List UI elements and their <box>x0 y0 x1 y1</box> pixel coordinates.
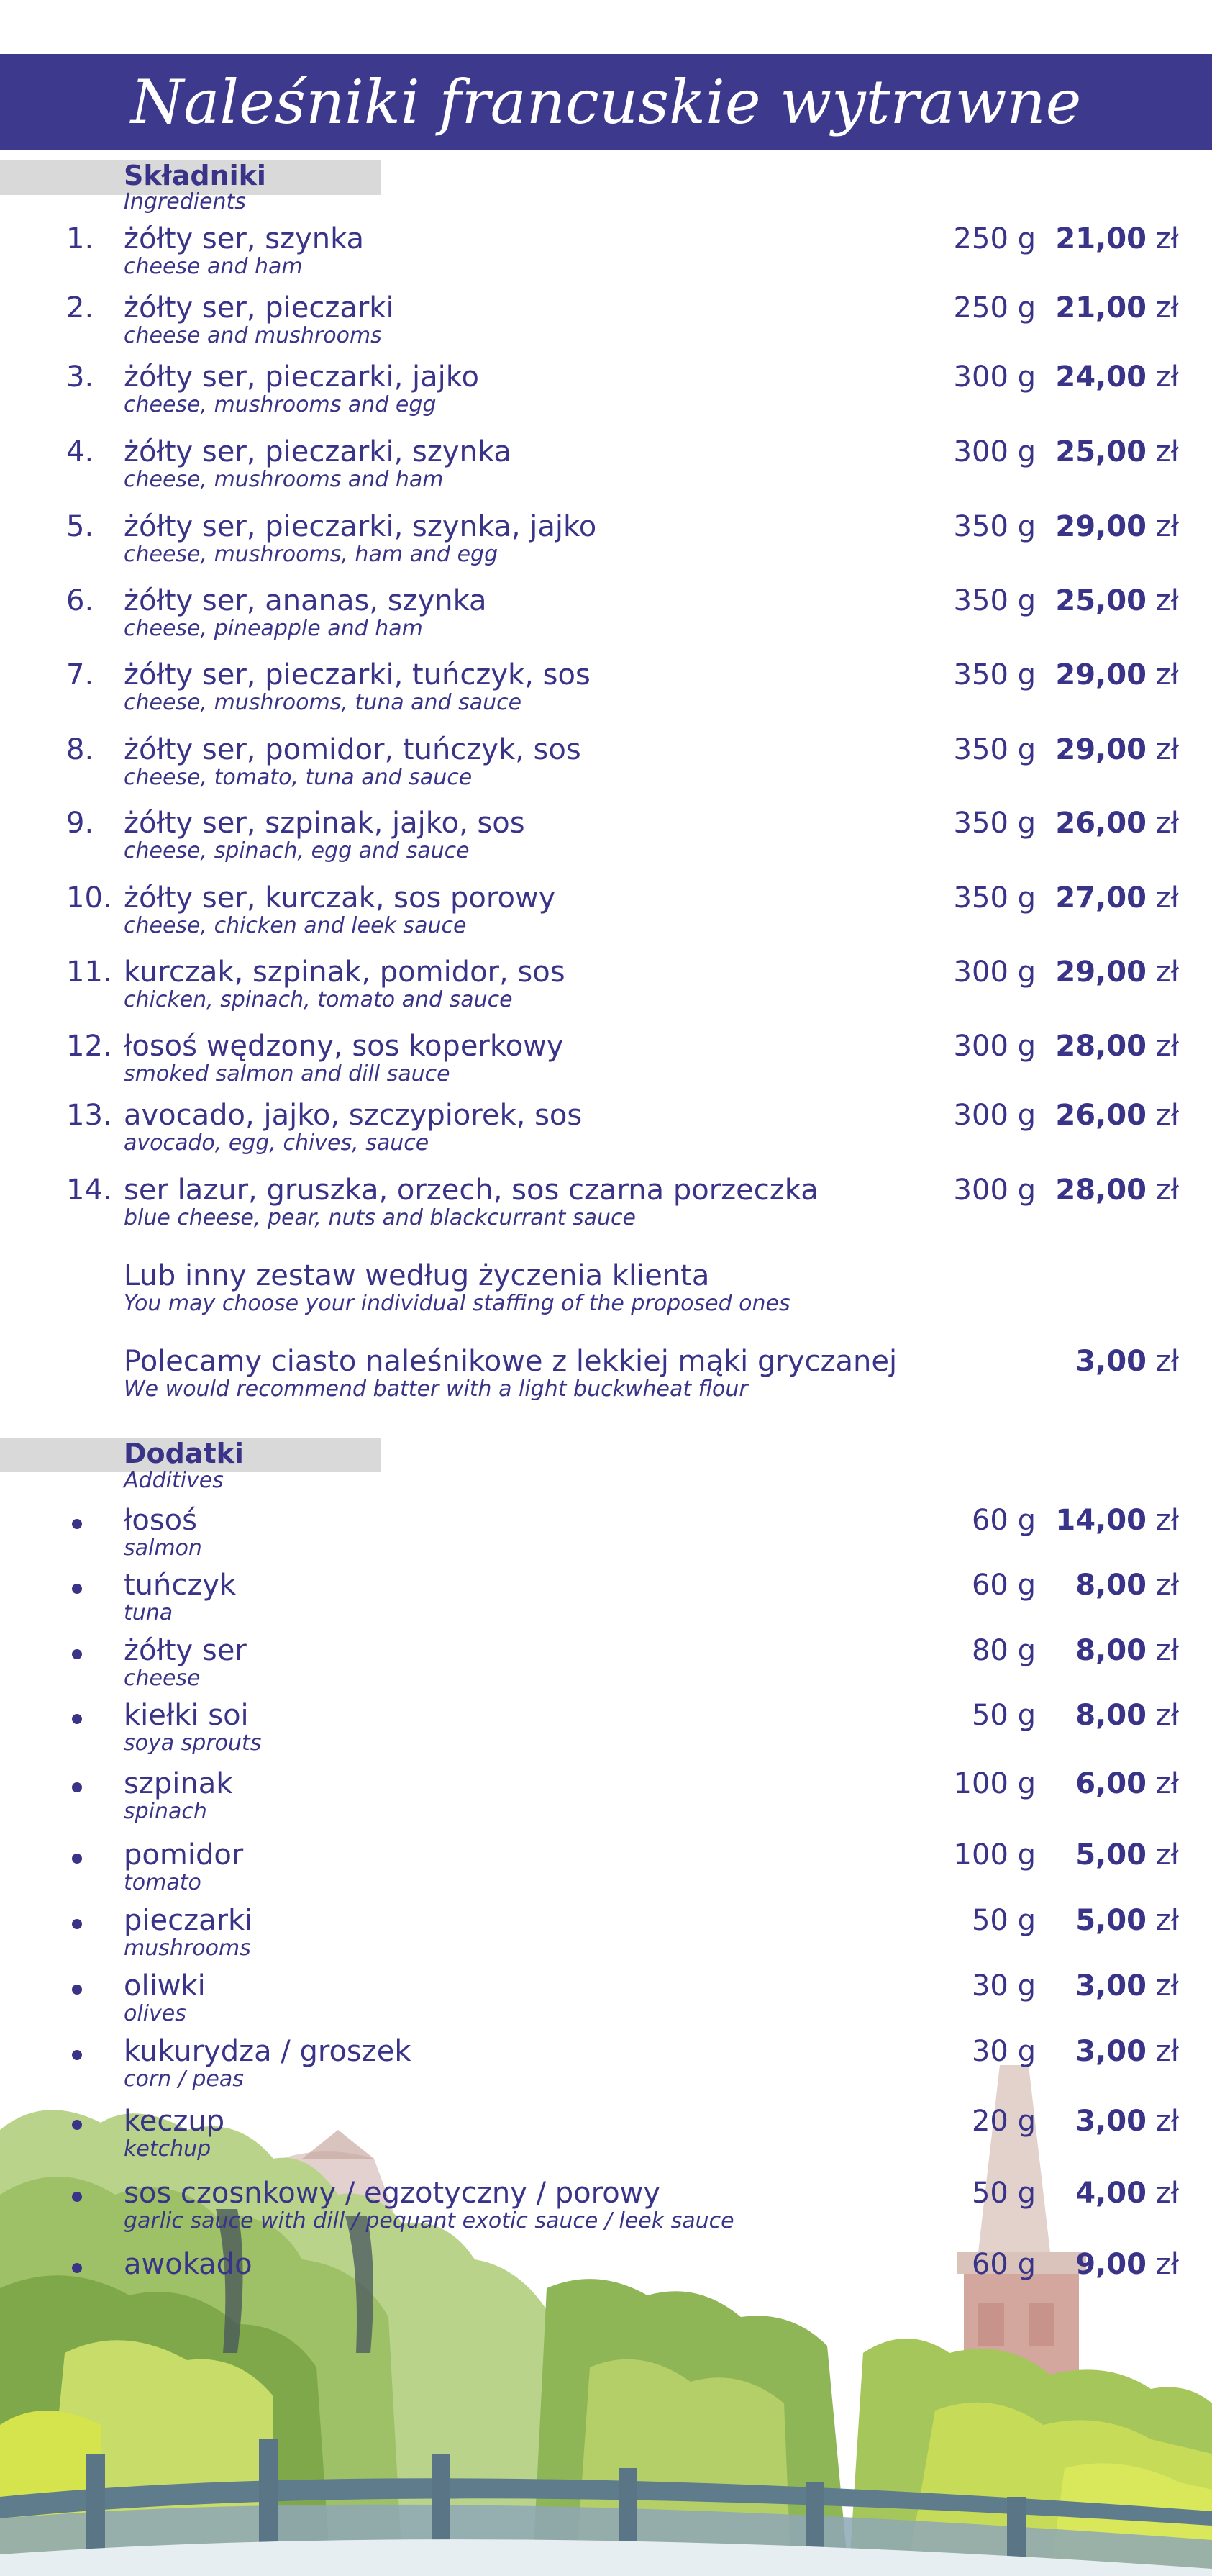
item-weight: 350 g <box>953 733 1036 766</box>
item-number: 13. <box>66 1099 112 1132</box>
menu-item-row <box>0 222 1212 296</box>
additive-row <box>0 1838 1212 1913</box>
currency-label: zł <box>1155 807 1179 840</box>
currency-label: zł <box>1155 510 1179 543</box>
item-translation: cheese, tomato, tuna and sauce <box>124 765 473 790</box>
item-name: żółty ser, pieczarki, jajko <box>124 360 479 394</box>
menu-item-row <box>0 1101 1212 1173</box>
price-value: 21,00 <box>1055 222 1147 255</box>
item-price <box>1055 881 1179 915</box>
item-translation: cheese, spinach, egg and sauce <box>124 838 470 863</box>
price-value: 28,00 <box>1055 1030 1147 1063</box>
item-number: 3. <box>66 360 94 394</box>
bullet-icon <box>72 2050 82 2060</box>
menu-item-row <box>0 809 1212 881</box>
item-number: 10. <box>66 881 112 915</box>
item-number: 4. <box>66 435 94 468</box>
item-number: 6. <box>66 584 94 617</box>
item-number: 14. <box>66 1174 112 1207</box>
additive-row <box>0 1701 1212 1773</box>
item-price <box>1075 2179 1179 2208</box>
menu-item-row <box>0 1176 1212 1248</box>
additive-row <box>0 2107 1212 2179</box>
item-weight: 60 g <box>971 1569 1036 1602</box>
currency-label: zł <box>1155 1634 1179 1667</box>
item-weight: 60 g <box>971 1504 1036 1537</box>
custom-set-text: Lub inny zestaw według życzenia klienta <box>124 1259 710 1292</box>
currency-label: zł <box>1155 435 1179 468</box>
menu-item-row <box>0 881 1212 956</box>
additive-row <box>0 1506 1212 1578</box>
custom-set-translation: You may choose your individual staffing of the proposed ones <box>124 1291 790 1316</box>
item-price <box>1055 512 1179 541</box>
additive-row <box>0 1906 1212 1978</box>
item-translation: cheese, mushrooms and egg <box>124 392 437 417</box>
item-name: łosoś wędzony, sos koperkowy <box>124 1030 564 1063</box>
currency-label: zł <box>1155 658 1179 691</box>
menu-item-row <box>0 1032 1212 1104</box>
item-price <box>1075 1906 1179 1935</box>
currency-label: zł <box>1155 2248 1179 2281</box>
currency-label: zł <box>1155 584 1179 617</box>
item-translation: cheese, mushrooms, ham and egg <box>124 542 498 567</box>
item-weight: 350 g <box>953 658 1036 691</box>
item-name: oliwki <box>124 1969 206 2003</box>
menu-item-row <box>0 512 1212 584</box>
price-value: 29,00 <box>1055 733 1147 766</box>
item-translation: ketchup <box>124 2136 211 2162</box>
item-weight: 30 g <box>971 2035 1036 2068</box>
item-name: ser lazur, gruszka, orzech, sos czarna porzeczka <box>124 1174 819 1207</box>
price-value: 25,00 <box>1055 584 1147 617</box>
additive-row <box>0 2037 1212 2109</box>
item-weight: 300 g <box>953 1030 1036 1063</box>
price-value: 26,00 <box>1055 807 1147 840</box>
item-weight: 250 g <box>953 222 1036 255</box>
menu-item-row <box>0 291 1212 366</box>
item-translation: cheese <box>124 1666 201 1691</box>
item-number: 7. <box>66 658 94 691</box>
menu-item-row <box>0 658 1212 733</box>
item-translation: tuna <box>124 1600 173 1625</box>
currency-label: zł <box>1155 2105 1179 2138</box>
item-weight: 100 g <box>953 1767 1036 1800</box>
currency-label: zł <box>1155 1699 1179 1732</box>
item-translation: cheese, chicken and leek sauce <box>124 913 467 938</box>
item-number: 8. <box>66 733 94 766</box>
item-price <box>1075 1701 1179 1730</box>
price-value: 26,00 <box>1055 1099 1147 1132</box>
item-number: 12. <box>66 1030 112 1063</box>
item-weight: 50 g <box>971 1699 1036 1732</box>
bullet-icon <box>72 2192 82 2202</box>
item-price <box>1075 1636 1179 1665</box>
item-name: szpinak <box>124 1767 233 1800</box>
item-translation: spinach <box>124 1799 207 1824</box>
item-name: żółty ser, pieczarki, szynka, jajko <box>124 510 597 543</box>
price-value: 29,00 <box>1055 956 1147 989</box>
bullet-icon <box>72 2263 82 2273</box>
currency-label: zł <box>1155 1969 1179 2003</box>
currency-label: zł <box>1155 956 1179 989</box>
item-weight: 300 g <box>953 360 1036 394</box>
item-translation: olives <box>124 2001 186 2026</box>
bullet-icon <box>72 1649 82 1659</box>
item-weight: 300 g <box>953 435 1036 468</box>
currency-label: zł <box>1155 1569 1179 1602</box>
item-translation: smoked salmon and dill sauce <box>124 1061 450 1087</box>
currency-label: zł <box>1155 1838 1179 1872</box>
item-translation: cheese, pineapple and ham <box>124 616 423 641</box>
item-price <box>1055 360 1179 394</box>
buckwheat-text: Polecamy ciasto naleśnikowe z lekkiej mąki gryczanej <box>124 1345 898 1378</box>
price-value: 8,00 <box>1075 1634 1147 1667</box>
item-name: żółty ser, pieczarki, tuńczyk, sos <box>124 658 591 691</box>
item-price <box>1055 1032 1179 1061</box>
item-name: żółty ser, szynka <box>124 222 365 255</box>
item-number: 2. <box>66 291 94 325</box>
item-name: awokado <box>124 2248 252 2281</box>
menu-item-row <box>0 958 1212 1030</box>
title-banner <box>0 54 1212 150</box>
price-value: 8,00 <box>1075 1569 1147 1602</box>
price-value: 3,00 <box>1075 2105 1147 2138</box>
item-name: pomidor <box>124 1838 244 1872</box>
item-weight: 250 g <box>953 291 1036 325</box>
price-value: 14,00 <box>1055 1504 1147 1537</box>
section-title-additives: Dodatki <box>124 1438 244 1469</box>
buckwheat-price: 3,00 zł <box>1075 1345 1179 1378</box>
currency-label: zł <box>1155 1030 1179 1063</box>
item-translation: cheese and ham <box>124 254 303 279</box>
bullet-icon <box>72 1985 82 1995</box>
item-price <box>1055 1101 1179 1130</box>
price-value: 25,00 <box>1055 435 1147 468</box>
item-price <box>1055 1506 1179 1535</box>
item-translation: corn / peas <box>124 2067 244 2092</box>
currency-label: zł <box>1155 1099 1179 1132</box>
item-price <box>1055 658 1179 691</box>
item-price <box>1055 291 1179 325</box>
additive-row <box>0 2179 1212 2251</box>
item-price <box>1055 1176 1179 1205</box>
item-name: kurczak, szpinak, pomidor, sos <box>124 956 565 989</box>
item-price <box>1075 1571 1179 1600</box>
item-translation: salmon <box>124 1536 202 1561</box>
additive-row <box>0 1636 1212 1708</box>
currency-label: zł <box>1155 733 1179 766</box>
item-name: żółty ser, pieczarki, szynka <box>124 435 511 468</box>
item-weight: 50 g <box>971 2177 1036 2210</box>
price-value: 28,00 <box>1055 1174 1147 1207</box>
item-weight: 30 g <box>971 1969 1036 2003</box>
item-price <box>1055 958 1179 987</box>
currency-label: zł <box>1155 1904 1179 1937</box>
item-translation: cheese, mushrooms, tuna and sauce <box>124 690 522 715</box>
currency-label: zł <box>1155 1504 1179 1537</box>
price-value: 21,00 <box>1055 291 1147 325</box>
bullet-icon <box>72 1519 82 1529</box>
item-weight: 300 g <box>953 1099 1036 1132</box>
item-name: avocado, jajko, szczypiorek, sos <box>124 1099 583 1132</box>
menu-item-row <box>0 437 1212 509</box>
item-translation: tomato <box>124 1870 201 1895</box>
price-value: 6,00 <box>1075 1767 1147 1800</box>
item-number: 11. <box>66 956 112 989</box>
item-name: kukurydza / groszek <box>124 2035 411 2068</box>
page-title: Naleśniki francuskie wytrawne <box>130 66 1082 137</box>
item-weight: 300 g <box>953 956 1036 989</box>
item-translation: chicken, spinach, tomato and sauce <box>124 987 513 1012</box>
buckwheat-translation: We would recommend batter with a light buckwheat flour <box>124 1377 748 1402</box>
item-weight: 50 g <box>971 1904 1036 1937</box>
price-value: 3,00 <box>1075 1969 1147 2003</box>
item-name: żółty ser, pomidor, tuńczyk, sos <box>124 733 581 766</box>
additive-row <box>0 1571 1212 1643</box>
item-weight: 100 g <box>953 1838 1036 1872</box>
price-value: 29,00 <box>1055 658 1147 691</box>
price-value: 27,00 <box>1055 881 1147 915</box>
item-price <box>1055 735 1179 764</box>
price-value: 3,00 <box>1075 2035 1147 2068</box>
section-title-ingredients: Składniki <box>124 160 266 191</box>
bullet-icon <box>72 1854 82 1864</box>
item-price <box>1055 222 1179 255</box>
item-name: łosoś <box>124 1504 197 1537</box>
currency-label: zł <box>1155 2177 1179 2210</box>
item-name: sos czosnkowy / egzotyczny / porowy <box>124 2177 661 2210</box>
section-subtitle-ingredients: Ingredients <box>124 189 246 214</box>
currency-label: zł <box>1155 2035 1179 2068</box>
item-name: żółty ser, pieczarki <box>124 291 394 325</box>
item-translation: avocado, egg, chives, sauce <box>124 1130 429 1156</box>
item-weight: 300 g <box>953 1174 1036 1207</box>
item-weight: 20 g <box>971 2105 1036 2138</box>
item-name: żółty ser, kurczak, sos porowy <box>124 881 556 915</box>
item-name: tuńczyk <box>124 1569 237 1602</box>
item-weight: 80 g <box>971 1634 1036 1667</box>
item-translation: soya sprouts <box>124 1731 262 1756</box>
currency-label: zł <box>1155 1174 1179 1207</box>
item-weight: 350 g <box>953 584 1036 617</box>
currency-label: zł <box>1155 291 1179 325</box>
menu-item-row <box>0 586 1212 658</box>
bullet-icon <box>72 1714 82 1724</box>
item-price <box>1075 1838 1179 1872</box>
item-price <box>1055 809 1179 838</box>
item-name: żółty ser <box>124 1634 247 1667</box>
item-translation: blue cheese, pear, nuts and blackcurrant sauce <box>124 1205 636 1230</box>
currency-label: zł <box>1155 1767 1179 1800</box>
bullet-icon <box>72 1584 82 1594</box>
currency-label: zł <box>1155 360 1179 394</box>
currency-label: zł <box>1155 881 1179 915</box>
section-subtitle-additives: Additives <box>124 1468 224 1493</box>
item-price <box>1055 437 1179 466</box>
price-value: 8,00 <box>1075 1699 1147 1732</box>
item-number: 9. <box>66 807 94 840</box>
item-translation: cheese and mushrooms <box>124 323 382 348</box>
item-name: keczup <box>124 2105 225 2138</box>
price-value: 5,00 <box>1075 1838 1147 1872</box>
item-name: pieczarki <box>124 1904 253 1937</box>
price-value: 5,00 <box>1075 1904 1147 1937</box>
item-price <box>1075 1969 1179 2003</box>
custom-set-note <box>0 1261 1212 1333</box>
item-weight: 350 g <box>953 881 1036 915</box>
item-number: 1. <box>66 222 94 255</box>
bullet-icon <box>72 1782 82 1792</box>
item-price <box>1075 2107 1179 2136</box>
price-value: 29,00 <box>1055 510 1147 543</box>
item-price <box>1075 2037 1179 2066</box>
menu-item-row <box>0 735 1212 807</box>
additive-row <box>0 2250 1212 2322</box>
price-value: 24,00 <box>1055 360 1147 394</box>
item-price <box>1055 586 1179 615</box>
buckwheat-batter-note <box>0 1347 1212 1419</box>
currency-label: zł <box>1155 222 1179 255</box>
item-weight: 350 g <box>953 510 1036 543</box>
item-translation: cheese, mushrooms and ham <box>124 467 444 492</box>
bullet-icon <box>72 2120 82 2130</box>
item-number: 5. <box>66 510 94 543</box>
item-price <box>1075 2250 1179 2279</box>
price-value: 9,00 <box>1075 2248 1147 2281</box>
menu-item-row <box>0 360 1212 435</box>
additive-row <box>0 1769 1212 1841</box>
item-price <box>1075 1769 1179 1798</box>
item-translation: mushrooms <box>124 1936 251 1961</box>
item-weight: 60 g <box>971 2248 1036 2281</box>
additive-row <box>0 1969 1212 2044</box>
bullet-icon <box>72 1919 82 1929</box>
item-name: żółty ser, szpinak, jajko, sos <box>124 807 525 840</box>
item-translation: garlic sauce with dill / pequant exotic sauce / leek sauce <box>124 2208 734 2233</box>
item-weight: 350 g <box>953 807 1036 840</box>
price-value: 4,00 <box>1075 2177 1147 2210</box>
item-name: kiełki soi <box>124 1699 249 1732</box>
item-name: żółty ser, ananas, szynka <box>124 584 487 617</box>
